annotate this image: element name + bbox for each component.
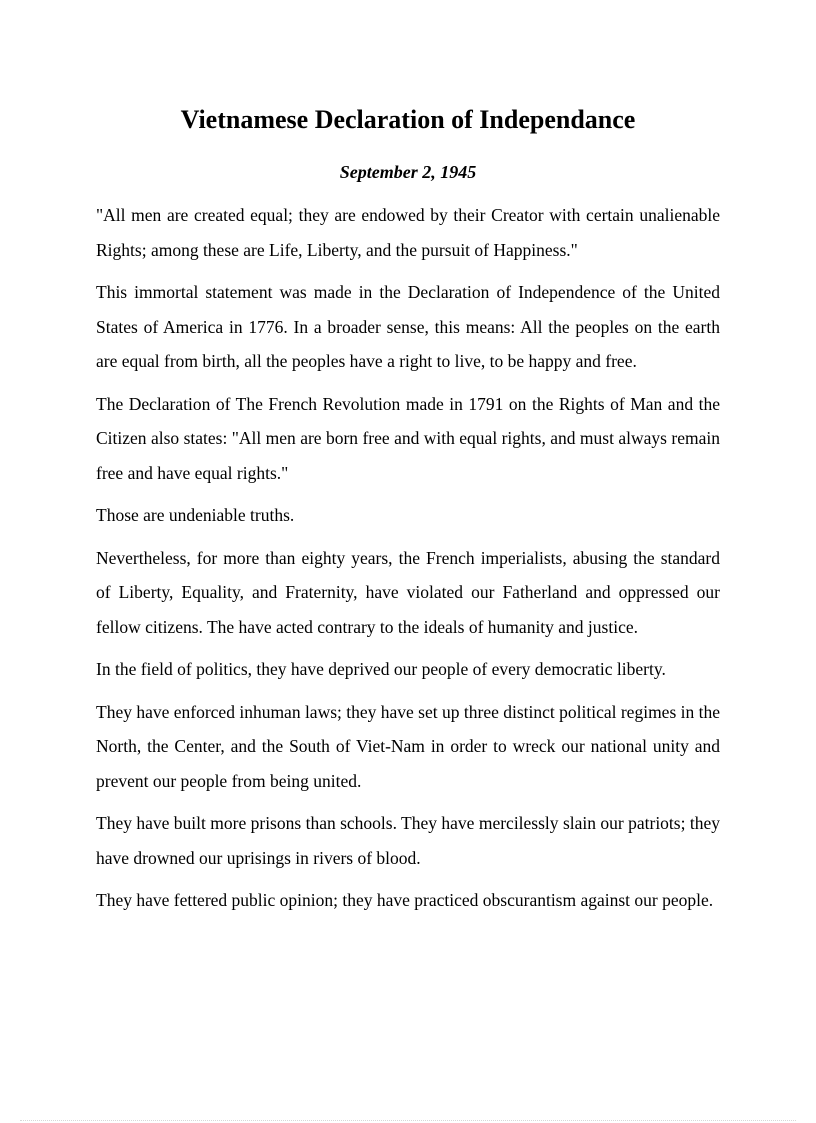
paragraph-4: Those are undeniable truths. bbox=[96, 505, 295, 525]
paragraph-6: In the field of politics, they have deprived our people of every democratic liberty. bbox=[96, 659, 666, 679]
page-bottom-divider bbox=[20, 1120, 796, 1121]
paragraph-2: This immortal statement was made in the Declaration of Independence of the United States of America in 1776. In a broader sense, this means: All the peoples on the earth are equal from birth, all the peoples have a right to live, to be happy and free. bbox=[96, 282, 720, 371]
paragraph-5: Nevertheless, for more than eighty years, the French imperialists, abusing the standard of Liberty, Equality, and Fraternity, have violated our Fatherland and oppressed our fellow citizens. The have acted contrary to the ideals of humanity and justice. bbox=[96, 547, 720, 637]
document-title: Vietnamese Declaration of Independance bbox=[180, 105, 636, 134]
document-date: September 2, 1945 bbox=[339, 162, 477, 182]
paragraph-7: They have enforced inhuman laws; they have set up three distinct political regimes in the North, the Center, and the South of Viet-Nam in order to wreck our national unity and prevent our people from being united. bbox=[96, 701, 720, 791]
paragraph-1: "All men are created equal; they are endowed by their Creator with certain unalienable Rights; among these are Life, Liberty, and the pursuit of Happiness." bbox=[96, 205, 720, 260]
paragraph-3: The Declaration of The French Revolution made in 1791 on the Rights of Man and the Citizen also states: "All men are born free and with equal rights, and must always remain free and have equal rights." bbox=[96, 393, 720, 483]
paragraph-9: They have fettered public opinion; they have practiced obscurantism against our people. bbox=[96, 890, 714, 910]
document-body bbox=[96, 198, 720, 926]
paragraph-8: They have built more prisons than schools. They have mercilessly slain our patriots; they have drowned our uprisings in rivers of blood. bbox=[96, 813, 720, 868]
